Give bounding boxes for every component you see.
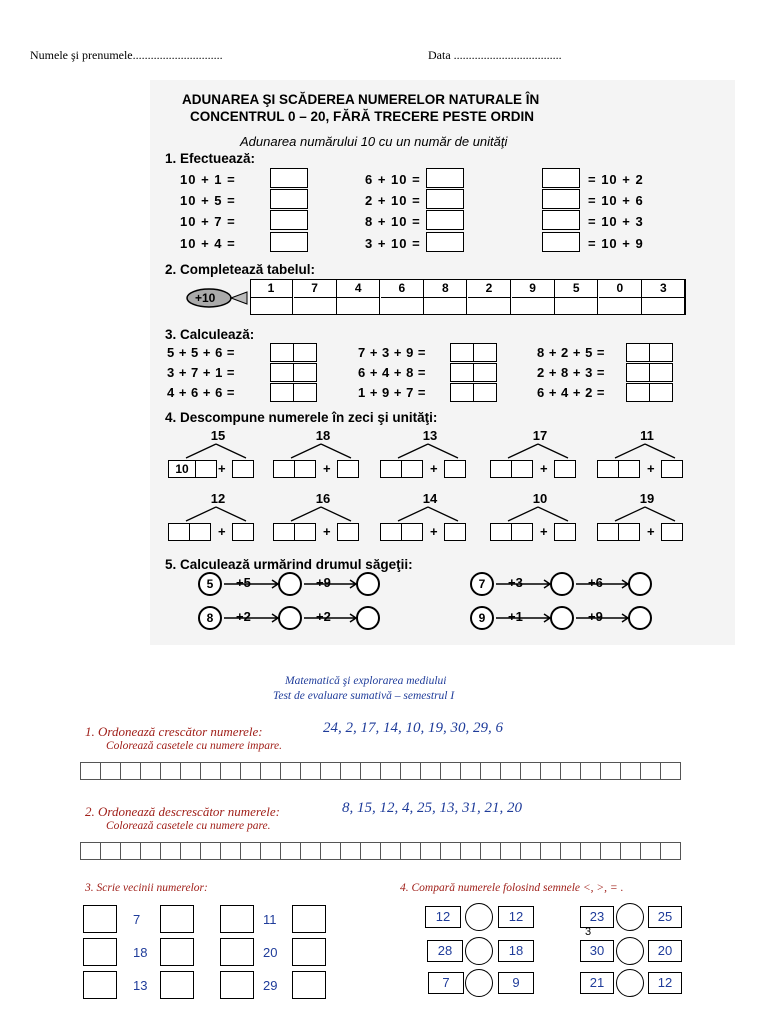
- answer-cell[interactable]: [560, 762, 581, 780]
- ex1-answer-box[interactable]: [270, 168, 308, 188]
- ex1-answer-box[interactable]: [270, 210, 308, 230]
- ex1-answer-box[interactable]: [542, 210, 580, 230]
- answer-cell[interactable]: [220, 842, 241, 860]
- ex4-branch-lines: [168, 442, 258, 462]
- ex4-tens-box[interactable]: [597, 523, 619, 541]
- ex4-tens-box[interactable]: [511, 460, 533, 478]
- ex4-units-box[interactable]: [554, 523, 576, 541]
- ex3-answer-box[interactable]: [626, 343, 650, 362]
- name-field-label: Numele şi prenumele..............................: [30, 48, 223, 62]
- q3-predecessor-box[interactable]: [83, 971, 117, 999]
- ex4-units-box[interactable]: [444, 523, 466, 541]
- ex2-title: 2. Completează tabelul:: [165, 262, 316, 277]
- date-field-label: Data ....................................: [428, 48, 562, 62]
- q3-number: 13: [133, 978, 148, 993]
- ex4-number: 16: [315, 491, 331, 506]
- ex3-equation: 6 + 4 + 8 =: [358, 365, 427, 380]
- ex1-equation: 10 + 1 =: [180, 172, 236, 187]
- ex1-answer-box[interactable]: [542, 189, 580, 209]
- ex4-units-box[interactable]: [661, 523, 683, 541]
- q1-label: 1. Ordonează crescător numerele:: [85, 724, 263, 739]
- ex4-units-box[interactable]: [337, 460, 359, 478]
- ex5-answer-circle[interactable]: [356, 572, 380, 596]
- q3-number: 29: [263, 978, 278, 993]
- ex5-start-circle: 5: [198, 572, 222, 596]
- ex4-units-box[interactable]: [661, 460, 683, 478]
- ex4-tens-box[interactable]: [273, 460, 295, 478]
- q4-number-box: 18: [498, 940, 534, 962]
- ex3-answer-box[interactable]: [293, 343, 317, 362]
- ex2-table-answer-cell[interactable]: [381, 297, 424, 314]
- ex2-table-answer-cell[interactable]: [294, 297, 337, 314]
- answer-cell[interactable]: [200, 842, 221, 860]
- ex5-answer-circle[interactable]: [628, 572, 652, 596]
- answer-cell[interactable]: [600, 762, 621, 780]
- ex4-plus-sign: +: [218, 524, 226, 539]
- ex4-branch-lines: [273, 442, 363, 462]
- ex3-answer-box[interactable]: [649, 363, 673, 382]
- answer-cell[interactable]: [500, 842, 521, 860]
- q4-number-box: 23: [580, 906, 614, 928]
- part1-subtitle: Adunarea numărului 10 cu un număr de unităţi: [240, 134, 508, 149]
- ex3-equation: 2 + 8 + 3 =: [537, 365, 606, 380]
- ex3-answer-box[interactable]: [626, 363, 650, 382]
- answer-cell[interactable]: [260, 762, 281, 780]
- answer-cell[interactable]: [360, 842, 381, 860]
- q3-predecessor-box[interactable]: [220, 938, 254, 966]
- answer-cell[interactable]: [600, 842, 621, 860]
- q2-label: 2. Ordonează descrescător numerele:: [85, 804, 280, 819]
- q4-sign-circle[interactable]: [616, 903, 644, 931]
- ex4-number: 14: [422, 491, 438, 506]
- ex5-start-circle: 8: [198, 606, 222, 630]
- ex3-equation: 8 + 2 + 5 =: [537, 345, 606, 360]
- q4-sign-circle[interactable]: [465, 903, 493, 931]
- answer-cell[interactable]: [420, 842, 441, 860]
- ex1-equation: 10 + 5 =: [180, 193, 236, 208]
- ex4-title: 4. Descompune numerele în zeci şi unităţi:: [165, 410, 438, 425]
- q4-sign-circle[interactable]: [465, 937, 493, 965]
- ex4-units-box[interactable]: [232, 460, 254, 478]
- ex1-title: 1. Efectuează:: [165, 151, 256, 166]
- ex4-tens-box[interactable]: [195, 460, 217, 478]
- ex2-operator: +10: [195, 291, 216, 305]
- answer-cell[interactable]: [500, 762, 521, 780]
- ex2-table-answer-cell[interactable]: [424, 297, 467, 314]
- ex5-operation: +5: [236, 575, 251, 590]
- ex3-answer-box[interactable]: [473, 383, 497, 402]
- ex1-equation: = 10 + 6: [588, 193, 644, 208]
- ex4-branch-lines: [380, 505, 470, 525]
- ex4-branch-lines: [168, 505, 258, 525]
- answer-cell[interactable]: [620, 842, 641, 860]
- ex4-branch-lines: [273, 505, 363, 525]
- ex2-table-answer-cell[interactable]: [468, 297, 511, 314]
- answer-cell[interactable]: [640, 842, 661, 860]
- q4-number-box: 28: [427, 940, 463, 962]
- answer-cell[interactable]: [80, 762, 101, 780]
- q4-number-box: 20: [648, 940, 682, 962]
- q3-number: 7: [133, 912, 141, 927]
- ex4-number: 17: [532, 428, 548, 443]
- ex2-operator-arrow: [185, 286, 255, 317]
- answer-cell[interactable]: [440, 762, 461, 780]
- ex3-answer-box[interactable]: [270, 363, 294, 382]
- q4-sign-circle[interactable]: [616, 937, 644, 965]
- ex1-answer-box[interactable]: [426, 189, 464, 209]
- ex5-operation: +3: [508, 575, 523, 590]
- answer-cell[interactable]: [560, 842, 581, 860]
- q3-successor-box[interactable]: [160, 938, 194, 966]
- q2-numbers: 8, 15, 12, 4, 25, 13, 31, 21, 20: [342, 800, 522, 816]
- ex4-number: 11: [640, 428, 654, 443]
- answer-cell[interactable]: [400, 762, 421, 780]
- ex4-plus-sign: +: [540, 461, 548, 476]
- answer-cell[interactable]: [660, 762, 681, 780]
- answer-cell[interactable]: [240, 842, 261, 860]
- ex5-title: 5. Calculează urmărind drumul săgeţii:: [165, 557, 413, 572]
- ex5-answer-circle[interactable]: [278, 572, 302, 596]
- part2-title-line2: Test de evaluare sumativă – semestrul I: [273, 690, 455, 702]
- answer-cell[interactable]: [340, 762, 361, 780]
- ex2-table-value: 4: [337, 280, 380, 297]
- q2-instruction: Colorează casetele cu numere pare.: [106, 820, 271, 832]
- ex1-equation: = 10 + 9: [588, 236, 644, 251]
- ex3-title: 3. Calculează:: [165, 327, 255, 342]
- answer-cell[interactable]: [460, 842, 481, 860]
- ex3-answer-box[interactable]: [649, 383, 673, 402]
- answer-cell[interactable]: [100, 842, 121, 860]
- ex1-equation: 3 + 10 =: [365, 236, 421, 251]
- answer-cell[interactable]: [640, 762, 661, 780]
- ex4-branch-lines: [380, 442, 470, 462]
- answer-cell[interactable]: [160, 842, 181, 860]
- ex3-answer-box[interactable]: [450, 383, 474, 402]
- ex4-number: 12: [210, 491, 226, 506]
- answer-cell[interactable]: [480, 762, 501, 780]
- q3-predecessor-box[interactable]: [220, 905, 254, 933]
- ex4-units-box[interactable]: [554, 460, 576, 478]
- ex2-table-value: 2: [468, 280, 511, 297]
- q4-number-box: 30: [580, 940, 614, 962]
- q4-stray-mark: 3: [585, 926, 592, 938]
- ex4-plus-sign: +: [218, 461, 226, 476]
- ex2-table-value: 1: [250, 280, 293, 297]
- ex5-operation: +2: [236, 609, 251, 624]
- ex4-plus-sign: +: [430, 524, 438, 539]
- ex1-equation: = 10 + 2: [588, 172, 644, 187]
- ex2-table-value: 7: [294, 280, 337, 297]
- answer-cell[interactable]: [580, 842, 601, 860]
- part2-title-line1: Matematică şi explorarea mediului: [285, 675, 447, 687]
- ex5-start-circle: 9: [470, 606, 494, 630]
- answer-cell[interactable]: [280, 762, 301, 780]
- answer-cell[interactable]: [360, 762, 381, 780]
- q3-successor-box[interactable]: [292, 905, 326, 933]
- ex4-number: 19: [639, 491, 655, 506]
- ex4-plus-sign: +: [430, 461, 438, 476]
- ex3-equation: 4 + 6 + 6 =: [167, 385, 236, 400]
- ex4-tens-box[interactable]: [273, 523, 295, 541]
- answer-cell[interactable]: [260, 842, 281, 860]
- q1-instruction: Colorează casetele cu numere impare.: [106, 740, 282, 752]
- answer-cell[interactable]: [220, 762, 241, 780]
- ex5-operation: +6: [588, 575, 603, 590]
- ex3-equation: 3 + 7 + 1 =: [167, 365, 236, 380]
- answer-cell[interactable]: [420, 762, 441, 780]
- ex5-operation: +9: [588, 609, 603, 624]
- ex2-table-value: 8: [424, 280, 467, 297]
- answer-cell[interactable]: [400, 842, 421, 860]
- ex3-answer-box[interactable]: [473, 363, 497, 382]
- ex4-tens-box[interactable]: 10: [168, 460, 196, 478]
- ex4-number: 15: [210, 428, 226, 443]
- answer-cell[interactable]: [240, 762, 261, 780]
- ex5-operation: +1: [508, 609, 523, 624]
- ex2-table-value: 0: [599, 280, 642, 297]
- ex4-tens-box[interactable]: [490, 460, 512, 478]
- answer-cell[interactable]: [140, 762, 161, 780]
- q3-predecessor-box[interactable]: [220, 971, 254, 999]
- q4-sign-circle[interactable]: [465, 969, 493, 997]
- answer-cell[interactable]: [520, 762, 541, 780]
- q3-number: 20: [263, 945, 278, 960]
- ex4-plus-sign: +: [323, 461, 331, 476]
- ex3-equation: 7 + 3 + 9 =: [358, 345, 427, 360]
- ex1-answer-box[interactable]: [542, 168, 580, 188]
- ex1-equation: 6 + 10 =: [365, 172, 421, 187]
- q4-number-box: 9: [498, 972, 534, 994]
- ex4-tens-box[interactable]: [490, 523, 512, 541]
- part1-title-line1: ADUNAREA ŞI SCĂDEREA NUMERELOR NATURALE ÎN: [182, 92, 540, 107]
- q4-number-box: 12: [648, 972, 682, 994]
- answer-cell[interactable]: [460, 762, 481, 780]
- ex4-branch-lines: [490, 442, 580, 462]
- q4-number-box: 21: [580, 972, 614, 994]
- q3-predecessor-box[interactable]: [83, 905, 117, 933]
- q3-number: 11: [263, 912, 277, 927]
- ex4-tens-box[interactable]: [380, 460, 402, 478]
- ex5-start-circle: 7: [470, 572, 494, 596]
- ex4-tens-box[interactable]: [401, 523, 423, 541]
- ex5-answer-circle[interactable]: [356, 606, 380, 630]
- answer-cell[interactable]: [620, 762, 641, 780]
- ex4-branch-lines: [597, 442, 687, 462]
- ex3-answer-box[interactable]: [293, 363, 317, 382]
- ex4-tens-box[interactable]: [511, 523, 533, 541]
- ex3-equation: 6 + 4 + 2 =: [537, 385, 606, 400]
- q1-answer-cells: [80, 762, 680, 780]
- answer-cell[interactable]: [300, 842, 321, 860]
- q3-successor-box[interactable]: [292, 938, 326, 966]
- q4-sign-circle[interactable]: [616, 969, 644, 997]
- ex4-plus-sign: +: [540, 524, 548, 539]
- q4-number-box: 25: [648, 906, 682, 928]
- ex4-tens-box[interactable]: [401, 460, 423, 478]
- ex4-number: 18: [315, 428, 331, 443]
- ex1-answer-box[interactable]: [542, 232, 580, 252]
- ex4-tens-box[interactable]: [380, 523, 402, 541]
- ex4-plus-sign: +: [647, 524, 655, 539]
- answer-cell[interactable]: [540, 842, 561, 860]
- q1-numbers: 24, 2, 17, 14, 10, 19, 30, 29, 6: [323, 720, 503, 736]
- ex1-equation: 8 + 10 =: [365, 214, 421, 229]
- answer-cell[interactable]: [320, 842, 341, 860]
- q2-answer-cells: [80, 842, 680, 860]
- ex5-answer-circle[interactable]: [550, 606, 574, 630]
- ex3-answer-box[interactable]: [626, 383, 650, 402]
- ex5-answer-circle[interactable]: [550, 572, 574, 596]
- answer-cell[interactable]: [100, 762, 121, 780]
- answer-cell[interactable]: [380, 762, 401, 780]
- ex1-equation: = 10 + 3: [588, 214, 644, 229]
- answer-cell[interactable]: [520, 842, 541, 860]
- ex1-answer-box[interactable]: [426, 168, 464, 188]
- answer-cell[interactable]: [120, 762, 141, 780]
- ex2-table-answer-cell[interactable]: [599, 297, 642, 314]
- ex4-branch-lines: [490, 505, 580, 525]
- q4-number-box: 7: [428, 972, 464, 994]
- ex4-plus-sign: +: [647, 461, 655, 476]
- answer-cell[interactable]: [320, 762, 341, 780]
- ex1-equation: 2 + 10 =: [365, 193, 421, 208]
- answer-cell[interactable]: [180, 762, 201, 780]
- answer-cell[interactable]: [120, 842, 141, 860]
- ex4-number: 10: [532, 491, 548, 506]
- ex3-answer-box[interactable]: [270, 383, 294, 402]
- q4-label: 4. Compară numerele folosind semnele <, >, = .: [400, 882, 624, 894]
- ex2-table-answer-cell[interactable]: [555, 297, 598, 314]
- answer-cell[interactable]: [480, 842, 501, 860]
- ex2-table-value: 6: [381, 280, 424, 297]
- ex3-answer-box[interactable]: [293, 383, 317, 402]
- ex1-answer-box[interactable]: [270, 189, 308, 209]
- q4-number-box: 12: [425, 906, 461, 928]
- answer-cell[interactable]: [340, 842, 361, 860]
- ex3-answer-box[interactable]: [450, 343, 474, 362]
- answer-cell[interactable]: [160, 762, 181, 780]
- ex4-units-box[interactable]: [444, 460, 466, 478]
- answer-cell[interactable]: [440, 842, 461, 860]
- q3-successor-box[interactable]: [160, 971, 194, 999]
- answer-cell[interactable]: [140, 842, 161, 860]
- ex1-answer-box[interactable]: [270, 232, 308, 252]
- q3-successor-box[interactable]: [292, 971, 326, 999]
- answer-cell[interactable]: [540, 762, 561, 780]
- ex4-tens-box[interactable]: [294, 523, 316, 541]
- answer-cell[interactable]: [580, 762, 601, 780]
- ex3-answer-box[interactable]: [450, 363, 474, 382]
- q3-label: 3. Scrie vecinii numerelor:: [85, 882, 208, 894]
- q3-successor-box[interactable]: [160, 905, 194, 933]
- answer-cell[interactable]: [80, 842, 101, 860]
- ex4-tens-box[interactable]: [597, 460, 619, 478]
- ex4-tens-box[interactable]: [618, 460, 640, 478]
- answer-cell[interactable]: [660, 842, 681, 860]
- ex2-table-answer-cell[interactable]: [512, 297, 555, 314]
- ex4-number: 13: [422, 428, 438, 443]
- ex2-table-answer-cell[interactable]: [250, 297, 293, 314]
- ex3-equation: 5 + 5 + 6 =: [167, 345, 236, 360]
- q3-predecessor-box[interactable]: [83, 938, 117, 966]
- answer-cell[interactable]: [180, 842, 201, 860]
- ex2-table-answer-cell[interactable]: [642, 297, 685, 314]
- part1-title-line2: CONCENTRUL 0 – 20, FĂRĂ TRECERE PESTE ORDIN: [190, 109, 535, 124]
- ex4-tens-box[interactable]: [294, 460, 316, 478]
- answer-cell[interactable]: [380, 842, 401, 860]
- ex4-units-box[interactable]: [337, 523, 359, 541]
- q4-number-box: 12: [498, 906, 534, 928]
- ex4-plus-sign: +: [323, 524, 331, 539]
- ex3-answer-box[interactable]: [649, 343, 673, 362]
- ex1-answer-box[interactable]: [426, 210, 464, 230]
- ex3-equation: 1 + 9 + 7 =: [358, 385, 427, 400]
- answer-cell[interactable]: [300, 762, 321, 780]
- ex1-equation: 10 + 4 =: [180, 236, 236, 251]
- ex4-branch-lines: [597, 505, 687, 525]
- ex5-operation: +9: [316, 575, 331, 590]
- q3-number: 18: [133, 945, 148, 960]
- ex4-units-box[interactable]: [232, 523, 254, 541]
- ex1-equation: 10 + 7 =: [180, 214, 236, 229]
- ex3-answer-box[interactable]: [270, 343, 294, 362]
- answer-cell[interactable]: [200, 762, 221, 780]
- answer-cell[interactable]: [280, 842, 301, 860]
- ex5-answer-circle[interactable]: [278, 606, 302, 630]
- ex4-tens-box[interactable]: [618, 523, 640, 541]
- ex5-operation: +2: [316, 609, 331, 624]
- ex2-table-value: 5: [555, 280, 598, 297]
- ex2-table-answer-cell[interactable]: [337, 297, 380, 314]
- ex2-table-value: 3: [642, 280, 685, 297]
- ex4-tens-box[interactable]: [168, 523, 190, 541]
- ex5-answer-circle[interactable]: [628, 606, 652, 630]
- ex4-tens-box[interactable]: [189, 523, 211, 541]
- ex3-answer-box[interactable]: [473, 343, 497, 362]
- ex1-answer-box[interactable]: [426, 232, 464, 252]
- ex2-table-value: 9: [512, 280, 555, 297]
